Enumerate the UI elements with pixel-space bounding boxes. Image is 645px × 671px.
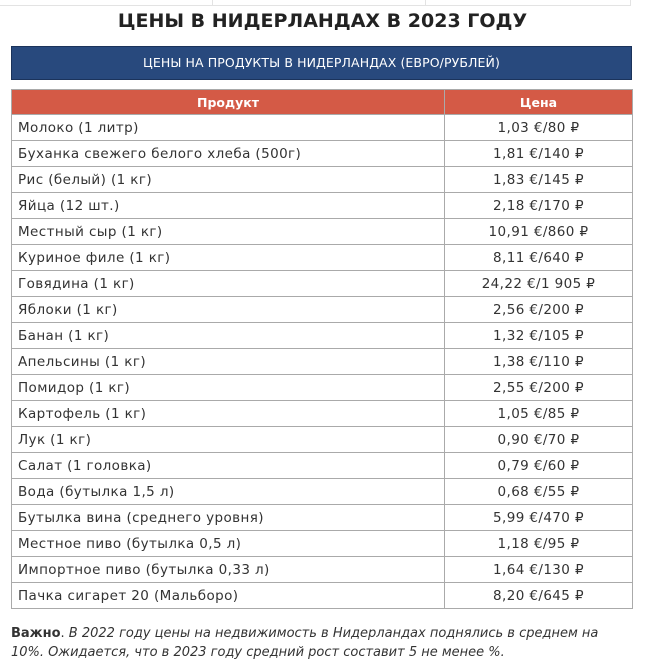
product-cell: Бутылка вина (среднего уровня) (12, 505, 445, 531)
price-cell: 0,79 €/60 ₽ (445, 453, 633, 479)
note-paragraph (11, 624, 611, 662)
column-header-price: Цена (445, 90, 633, 115)
price-cell: 1,38 €/110 ₽ (445, 349, 633, 375)
price-cell: 2,56 €/200 ₽ (445, 297, 633, 323)
table-row (12, 505, 633, 531)
note-text: В 2022 году цены на недвижимость в Нидерландах поднялись в среднем на 10%. Ожидается, что в 2023 году средний рост составит 5 не менее %. (11, 626, 599, 660)
price-cell: 10,91 €/860 ₽ (445, 219, 633, 245)
table-row (12, 427, 633, 453)
price-cell: 1,03 €/80 ₽ (445, 115, 633, 141)
table-row (12, 453, 633, 479)
note-label: Важно (11, 626, 61, 641)
product-cell: Салат (1 головка) (12, 453, 445, 479)
table-row (12, 557, 633, 583)
table-row (12, 401, 633, 427)
price-cell: 1,32 €/105 ₽ (445, 323, 633, 349)
product-cell: Импортное пиво (бутылка 0,33 л) (12, 557, 445, 583)
table-row (12, 479, 633, 505)
product-cell: Молоко (1 литр) (12, 115, 445, 141)
table-row (12, 349, 633, 375)
product-cell: Вода (бутылка 1,5 л) (12, 479, 445, 505)
product-cell: Банан (1 кг) (12, 323, 445, 349)
table-row (12, 219, 633, 245)
price-cell: 8,11 €/640 ₽ (445, 245, 633, 271)
top-edge-strip (0, 0, 645, 6)
price-cell: 1,81 €/140 ₽ (445, 141, 633, 167)
table-row (12, 297, 633, 323)
table-banner: ЦЕНЫ НА ПРОДУКТЫ В НИДЕРЛАНДАХ (ЕВРО/РУБЛЕЙ) (11, 46, 632, 80)
table-row (12, 583, 633, 609)
product-cell: Говядина (1 кг) (12, 271, 445, 297)
price-cell: 1,83 €/145 ₽ (445, 167, 633, 193)
table-row (12, 271, 633, 297)
product-cell: Помидор (1 кг) (12, 375, 445, 401)
top-strip-cell (426, 0, 631, 6)
table-row (12, 115, 633, 141)
price-cell: 1,18 €/95 ₽ (445, 531, 633, 557)
table-row (12, 167, 633, 193)
product-cell: Лук (1 кг) (12, 427, 445, 453)
table-row (12, 323, 633, 349)
product-cell: Пачка сигарет 20 (Мальборо) (12, 583, 445, 609)
column-header-product: Продукт (12, 90, 445, 115)
table-row (12, 141, 633, 167)
top-strip-cell (0, 0, 213, 6)
price-cell: 2,55 €/200 ₽ (445, 375, 633, 401)
price-cell: 0,90 €/70 ₽ (445, 427, 633, 453)
top-strip-cell (213, 0, 426, 6)
product-cell: Куриное филе (1 кг) (12, 245, 445, 271)
price-cell: 24,22 €/1 905 ₽ (445, 271, 633, 297)
table-row (12, 531, 633, 557)
product-cell: Апельсины (1 кг) (12, 349, 445, 375)
table-header-row (12, 90, 633, 115)
table-row (12, 375, 633, 401)
product-cell: Местный сыр (1 кг) (12, 219, 445, 245)
product-cell: Яблоки (1 кг) (12, 297, 445, 323)
product-cell: Картофель (1 кг) (12, 401, 445, 427)
price-cell: 5,99 €/470 ₽ (445, 505, 633, 531)
table-row (12, 245, 633, 271)
product-cell: Буханка свежего белого хлеба (500г) (12, 141, 445, 167)
product-cell: Яйца (12 шт.) (12, 193, 445, 219)
product-cell: Местное пиво (бутылка 0,5 л) (12, 531, 445, 557)
product-cell: Рис (белый) (1 кг) (12, 167, 445, 193)
page-title: ЦЕНЫ В НИДЕРЛАНДАХ В 2023 ГОДУ (117, 10, 528, 32)
note-separator: . (60, 626, 69, 641)
price-cell: 1,64 €/130 ₽ (445, 557, 633, 583)
price-cell: 1,05 €/85 ₽ (445, 401, 633, 427)
price-cell: 0,68 €/55 ₽ (445, 479, 633, 505)
price-cell: 2,18 €/170 ₽ (445, 193, 633, 219)
table-row (12, 193, 633, 219)
prices-table (11, 89, 633, 609)
price-cell: 8,20 €/645 ₽ (445, 583, 633, 609)
